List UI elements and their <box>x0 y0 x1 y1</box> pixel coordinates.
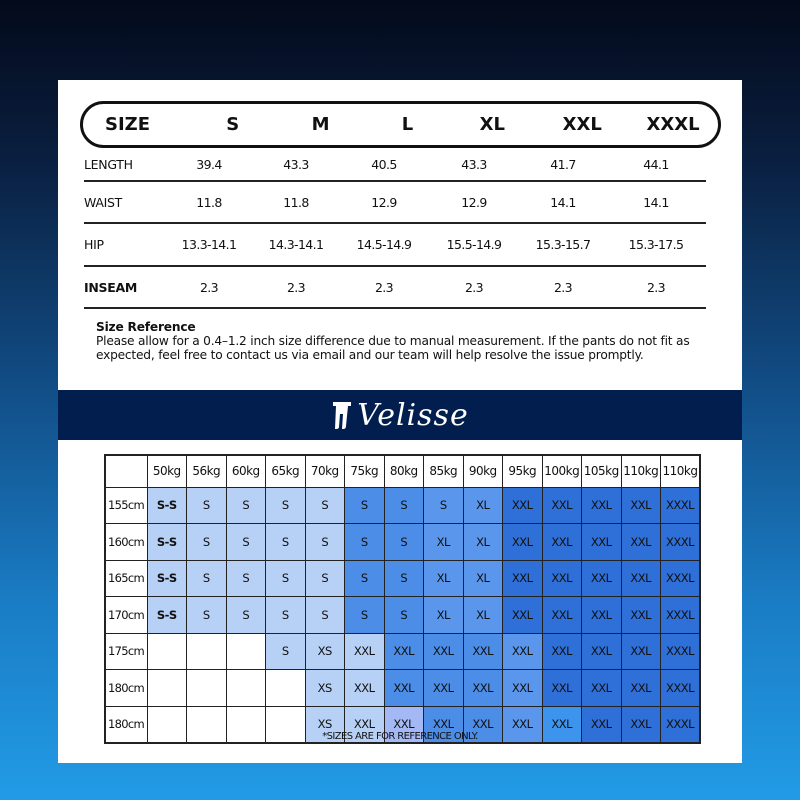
size-cell: XXL <box>621 487 661 524</box>
size-cell: S <box>266 524 306 561</box>
measurement-row-hip <box>84 224 706 267</box>
grid-row <box>105 560 700 597</box>
size-cell: S <box>305 524 345 561</box>
size-cell: S <box>305 560 345 597</box>
cell-value: 43.3 <box>461 156 487 172</box>
size-cell: S-S <box>147 597 187 634</box>
row-label: WAIST <box>84 194 122 210</box>
size-cell: XXL <box>542 597 582 634</box>
size-cell: XXXL <box>661 633 701 670</box>
height-header-cell: 160cm <box>105 524 147 561</box>
size-cell: XXL <box>424 706 464 743</box>
size-cell <box>147 633 187 670</box>
size-cell: XXXL <box>661 706 701 743</box>
cell-value: 39.4 <box>196 156 222 172</box>
size-cell: XXL <box>542 670 582 707</box>
cell-value: 43.3 <box>283 156 309 172</box>
weight-header-cell: 100kg <box>542 455 582 487</box>
size-cell: S <box>226 597 266 634</box>
size-cell: S <box>266 487 306 524</box>
size-cell: XXL <box>542 560 582 597</box>
weight-header-cell: 85kg <box>424 455 464 487</box>
weight-header-cell: 110kg <box>661 455 701 487</box>
weight-header-cell: 95kg <box>503 455 543 487</box>
size-cell: XXL <box>582 597 622 634</box>
cell-value: 13.3-14.1 <box>181 237 237 252</box>
size-cell: XXL <box>621 706 661 743</box>
size-header-s: S <box>226 114 240 135</box>
brand-name: Velisse <box>357 397 469 433</box>
cell-value: 12.9 <box>461 194 487 210</box>
cell-value: 2.3 <box>286 279 306 295</box>
size-cell: XL <box>424 597 464 634</box>
size-cell: XXL <box>503 597 543 634</box>
grid-row <box>105 633 700 670</box>
size-cell: XXL <box>463 706 503 743</box>
weight-header-cell: 105kg <box>582 455 622 487</box>
size-cell: S <box>424 487 464 524</box>
cell-value: 41.7 <box>550 156 576 172</box>
size-cell: S <box>305 597 345 634</box>
cell-value: 12.9 <box>371 194 397 210</box>
size-header-l: L <box>401 114 414 135</box>
height-header-cell: 155cm <box>105 487 147 524</box>
size-cell: XXL <box>345 670 385 707</box>
size-cell: XXXL <box>661 670 701 707</box>
weight-header-cell: 80kg <box>384 455 424 487</box>
size-cell: XL <box>463 524 503 561</box>
height-header-cell: 170cm <box>105 597 147 634</box>
size-cell <box>226 633 266 670</box>
grid-row <box>105 487 700 524</box>
cell-value: 2.3 <box>199 279 219 295</box>
height-header-cell: 180cm <box>105 670 147 707</box>
brand-logo <box>331 398 468 433</box>
size-cell: S <box>384 560 424 597</box>
size-cell: XL <box>463 597 503 634</box>
row-label: HIP <box>84 237 104 252</box>
measurement-row-length <box>84 148 706 182</box>
legs-icon <box>331 400 353 430</box>
size-cell: S <box>345 524 385 561</box>
height-header-cell: 175cm <box>105 633 147 670</box>
size-cell: S-S <box>147 487 187 524</box>
size-cell: XXL <box>384 670 424 707</box>
grid-row <box>105 524 700 561</box>
size-cell <box>147 670 187 707</box>
size-header-xxxl: XXXL <box>646 114 700 135</box>
grid-row <box>105 597 700 634</box>
cell-value: 11.8 <box>196 194 222 210</box>
size-cell: XXL <box>621 560 661 597</box>
grid-header-row <box>105 455 700 487</box>
size-cell: XXL <box>542 633 582 670</box>
cell-value: 15.5-14.9 <box>446 237 502 252</box>
cell-value: 2.3 <box>646 279 666 295</box>
row-label: LENGTH <box>84 156 133 172</box>
size-cell: S <box>384 597 424 634</box>
weight-header-cell: 65kg <box>266 455 306 487</box>
measurement-row-inseam <box>84 267 706 309</box>
size-cell: XXXL <box>661 487 701 524</box>
size-cell: S <box>384 487 424 524</box>
size-cell: XXL <box>503 560 543 597</box>
size-cell: S <box>187 524 227 561</box>
size-cell: S <box>266 633 306 670</box>
size-cell: S <box>226 487 266 524</box>
cell-value: 15.3-17.5 <box>628 237 684 252</box>
weight-header-cell: 90kg <box>463 455 503 487</box>
brand-banner <box>58 390 742 440</box>
size-cell: XXL <box>345 706 385 743</box>
size-cell: XXL <box>621 670 661 707</box>
size-cell: XXL <box>384 706 424 743</box>
reference-disclaimer: *SIZES ARE FOR REFERENCE ONLY. <box>322 731 478 742</box>
size-cell: XL <box>424 524 464 561</box>
size-cell: XXL <box>345 633 385 670</box>
size-cell: S <box>226 560 266 597</box>
cell-value: 14.5-14.9 <box>356 237 412 252</box>
size-cell: XL <box>424 560 464 597</box>
size-header-xxl: XXL <box>562 114 602 135</box>
size-cell: XXL <box>463 633 503 670</box>
size-cell: XXXL <box>661 524 701 561</box>
size-cell: XXL <box>582 706 622 743</box>
size-cell: XXXL <box>661 560 701 597</box>
cell-value: 14.1 <box>643 194 669 210</box>
size-cell: S <box>226 524 266 561</box>
size-cell <box>187 633 227 670</box>
size-cell: S <box>384 524 424 561</box>
cell-value: 2.3 <box>464 279 484 295</box>
cell-value: 2.3 <box>374 279 394 295</box>
size-cell: XXL <box>582 560 622 597</box>
size-cell: S <box>345 560 385 597</box>
size-cell: S <box>266 560 306 597</box>
weight-header-cell: 110kg <box>621 455 661 487</box>
height-header-cell: 180cm <box>105 706 147 743</box>
size-cell: XXL <box>582 633 622 670</box>
size-cell: XXL <box>542 706 582 743</box>
note-title: Size Reference <box>96 320 196 334</box>
cell-value: 40.5 <box>371 156 397 172</box>
size-cell: XXL <box>503 524 543 561</box>
size-cell: XXL <box>424 670 464 707</box>
size-cell: S <box>187 487 227 524</box>
size-header-m: M <box>311 114 330 135</box>
grid-row <box>105 670 700 707</box>
size-cell: S <box>345 487 385 524</box>
size-cell: S <box>266 597 306 634</box>
height-header-cell: 165cm <box>105 560 147 597</box>
note-body: Please allow for a 0.4–1.2 inch size difference due to manual measurement. If the pants do not fit as expected, feel free to contact us via email and our team will help resolve the issue promptly. <box>96 334 690 362</box>
weight-header-cell: 56kg <box>187 455 227 487</box>
size-header-label: SIZE <box>105 114 151 135</box>
size-cell: S <box>187 560 227 597</box>
size-cell: XXL <box>582 670 622 707</box>
size-cell: XS <box>305 706 345 743</box>
cell-value: 2.3 <box>553 279 573 295</box>
size-cell: XXL <box>424 633 464 670</box>
size-cell: S <box>305 487 345 524</box>
row-label: INSEAM <box>84 279 137 295</box>
grid-corner-cell <box>105 455 147 487</box>
size-cell: XXL <box>582 487 622 524</box>
size-cell: XXL <box>621 633 661 670</box>
size-cell: XS <box>305 670 345 707</box>
size-chart-card <box>58 80 742 763</box>
weight-header-cell: 60kg <box>226 455 266 487</box>
weight-height-size-grid <box>104 454 701 744</box>
size-cell: S <box>345 597 385 634</box>
size-cell: S-S <box>147 560 187 597</box>
size-cell: XXL <box>503 633 543 670</box>
cell-value: 14.3-14.1 <box>268 237 324 252</box>
size-cell: XL <box>463 487 503 524</box>
size-header-xl: XL <box>479 114 506 135</box>
size-cell: S <box>187 597 227 634</box>
cell-value: 14.1 <box>550 194 576 210</box>
size-cell: XXL <box>384 633 424 670</box>
cell-value: 11.8 <box>283 194 309 210</box>
weight-header-cell: 50kg <box>147 455 187 487</box>
measurement-row-waist <box>84 182 706 224</box>
size-cell: XXL <box>542 487 582 524</box>
size-table-header <box>80 101 721 148</box>
cell-value: 44.1 <box>643 156 669 172</box>
size-cell: XXL <box>542 524 582 561</box>
size-cell: S-S <box>147 524 187 561</box>
cell-value: 15.3-15.7 <box>535 237 591 252</box>
size-cell: XXL <box>503 487 543 524</box>
weight-header-cell: 75kg <box>345 455 385 487</box>
size-cell: XS <box>305 633 345 670</box>
size-cell: XXL <box>621 524 661 561</box>
size-cell: XXXL <box>661 597 701 634</box>
size-cell: XXL <box>503 706 543 743</box>
weight-header-cell: 70kg <box>305 455 345 487</box>
size-cell <box>187 670 227 707</box>
size-cell: XXL <box>621 597 661 634</box>
size-cell: XXL <box>503 670 543 707</box>
size-cell <box>226 670 266 707</box>
size-cell: XL <box>463 560 503 597</box>
size-cell <box>266 670 306 707</box>
size-cell: XXL <box>463 670 503 707</box>
size-cell: XXL <box>582 524 622 561</box>
size-reference-note <box>96 320 716 362</box>
